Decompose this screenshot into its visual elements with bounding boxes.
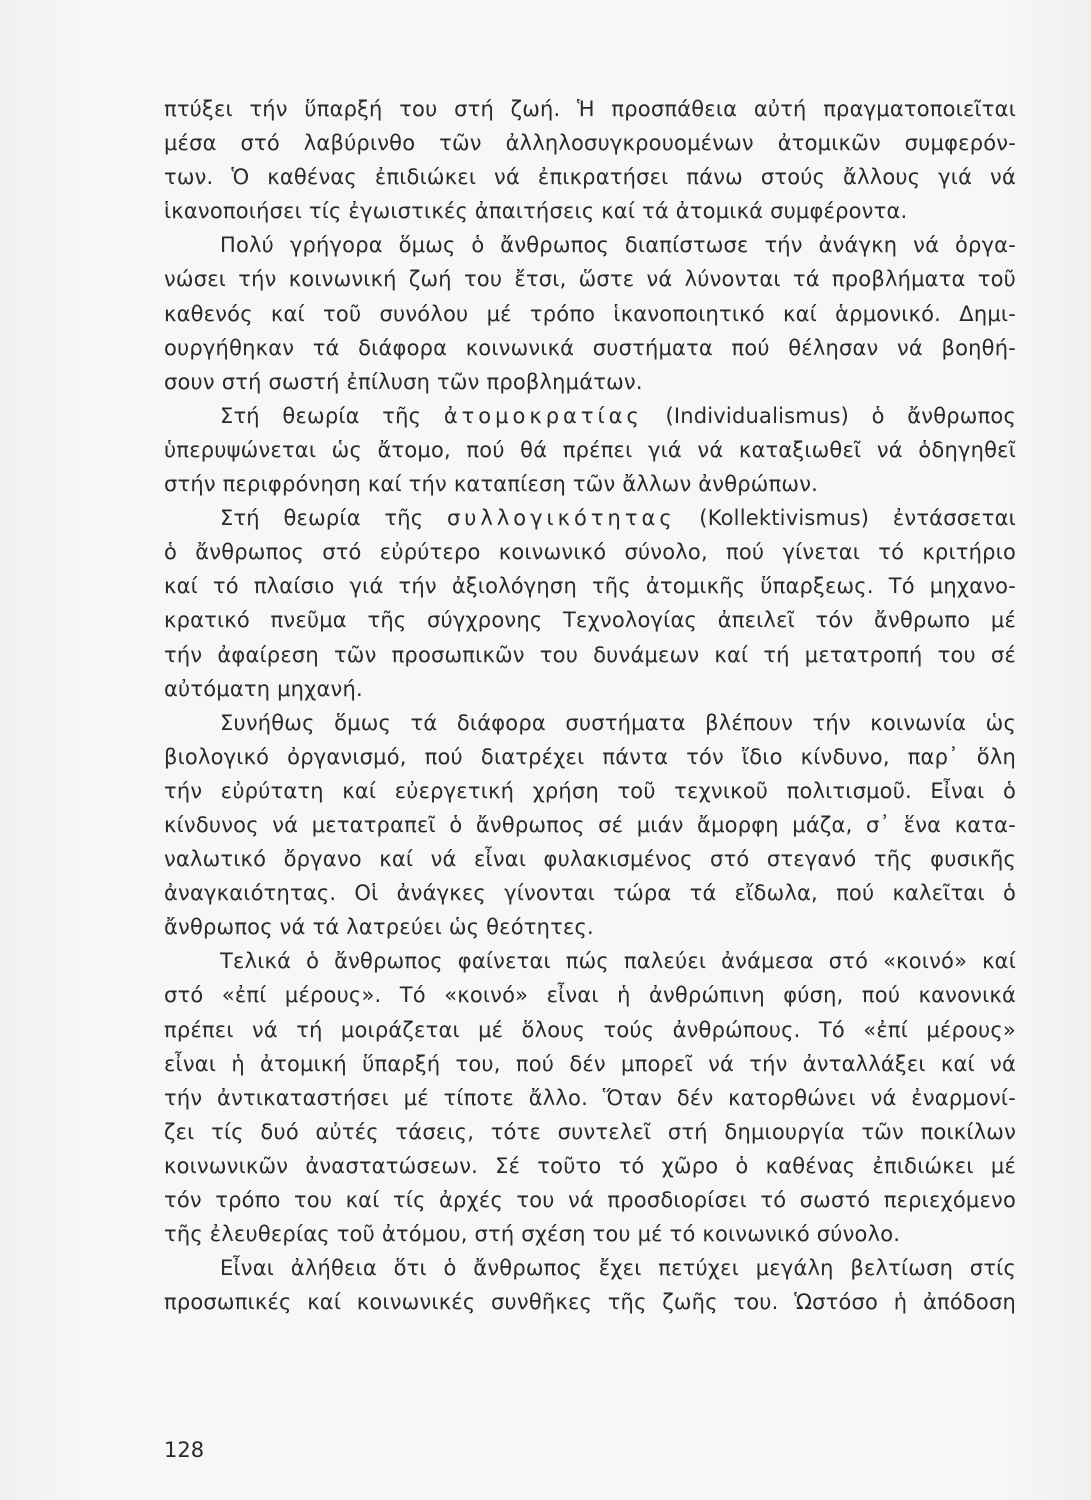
- text-line: τόν τρόπο του καί τίς ἀρχές του νά προσδιορίσει τό σωστό περιεχόμενο: [164, 1188, 1016, 1212]
- text-line: Εἶναι ἀλήθεια ὅτι ὁ ἄνθρωπος ἔχει πετύχει μεγάλη βελτίωση στίς: [220, 1256, 1016, 1281]
- text-line: ουργήθηκαν τά διάφορα κοινωνικά συστήματα πού θέλησαν νά βοηθή-: [164, 335, 1016, 360]
- text-line: των. Ὁ καθένας ἐπιδιώκει νά ἐπικρατήσει πάνω στούς ἄλλους γιά νά: [164, 165, 1016, 190]
- text-line: βιολογικό ὀργανισμό, πού διατρέχει πάντα τόν ἴδιο κίνδυνο, παρ᾽ ὅλη: [164, 744, 1016, 769]
- text-line: τήν εὐρύτατη καί εὐεργετική χρήση τοῦ τεχνικοῦ πολιτισμοῦ. Εἶναι ὁ: [164, 778, 1016, 803]
- line-lead-text: Στή θεωρία τῆς: [220, 506, 447, 531]
- line-rest-text: (Individualismus) ὁ ἄνθρωπος: [642, 403, 1017, 428]
- text-line: ναλωτικό ὄργανο καί νά εἶναι φυλακισμένος στό στεγανό τῆς φυσικῆς: [164, 847, 1016, 872]
- text-line: [164, 501, 1016, 535]
- text-line: Συνήθως ὅμως τά διάφορα συστήματα βλέπουν τήν κοινωνία ὡς: [220, 710, 1016, 735]
- text-line: τήν ἀφαίρεση τῶν προσωπικῶν του δυνάμεων καί τή μετατροπή του σέ: [164, 642, 1016, 667]
- page-number: 128: [164, 1438, 205, 1462]
- text-line: σουν στή σωστή ἐπίλυση τῶν προβλημάτων.: [164, 369, 643, 394]
- text-line: ἱκανοποιήσει τίς ἐγωιστικές ἀπαιτήσεις καί τά ἀτομικά συμφέροντα.: [164, 199, 908, 224]
- text-line: κρατικό πνεῦμα τῆς σύγχρονης Τεχνολογίας ἀπειλεῖ τόν ἄνθρωπο μέ: [164, 608, 1016, 633]
- text-line: ἄνθρωπος νά τά λατρεύει ὡς θεότητες.: [164, 915, 594, 940]
- line-rest-text: (Kollektivismus) ἐντάσσεται: [675, 506, 1016, 531]
- text-line: πρέπει νά τή μοιράζεται μέ ὅλους τούς ἀνθρώπους. Τό «ἐπί μέρους»: [164, 1017, 1016, 1042]
- text-line: τήν ἀντικαταστήσει μέ τίποτε ἄλλο. Ὅταν δέν κατορθώνει νά ἐναρμονί-: [164, 1085, 1016, 1110]
- text-line: ἀναγκαιότητας. Οἱ ἀνάγκες γίνονται τώρα τά εἴδωλα, πού καλεῖται ὁ: [164, 881, 1016, 906]
- line-lead-text: Στή θεωρία τῆς: [220, 403, 444, 428]
- text-line: εἶναι ἡ ἀτομική ὕπαρξή του, πού δέν μπορεῖ νά τήν ἀνταλλάξει καί νά: [164, 1051, 1016, 1076]
- text-line: νώσει τήν κοινωνική ζωή του ἔτσι, ὥστε νά λύνονται τά προβλήματα τοῦ: [164, 267, 1016, 292]
- text-line: [164, 399, 1016, 433]
- text-line: μέσα στό λαβύρινθο τῶν ἀλληλοσυγκρουομένων ἀτομικῶν συμφερόν-: [164, 131, 1016, 156]
- text-line: προσωπικές καί κοινωνικές συνθῆκες τῆς ζωῆς του. Ὡστόσο ἡ ἀπόδοση: [164, 1290, 1016, 1315]
- text-line: ὁ ἄνθρωπος στό εὐρύτερο κοινωνικό σύνολο, πού γίνεται τό κριτήριο: [164, 540, 1016, 565]
- spaced-term: ἀτομοκρατίας: [443, 403, 643, 428]
- text-line: καθενός καί τοῦ συνόλου μέ τρόπο ἱκανοποιητικό καί ἁρμονικό. Δημι-: [164, 301, 1016, 326]
- text-line: αὐτόματη μηχανή.: [164, 676, 363, 701]
- text-line: ὑπερυψώνεται ὡς ἄτομο, πού θά πρέπει γιά νά καταξιωθεῖ νά ὁδηγηθεῖ: [164, 437, 1016, 462]
- text-line: τῆς ἐλευθερίας τοῦ ἀτόμου, στή σχέση του μέ τό κοινωνικό σύνολο.: [164, 1222, 901, 1247]
- text-line: κοινωνικῶν ἀναστατώσεων. Σέ τοῦτο τό χῶρο ὁ καθένας ἐπιδιώκει μέ: [164, 1153, 1016, 1178]
- text-line: στήν περιφρόνηση καί τήν καταπίεση τῶν ἄλλων ἀνθρώπων.: [164, 472, 819, 497]
- spaced-term: συλλογικότητας: [446, 506, 676, 531]
- text-line: Τελικά ὁ ἄνθρωπος φαίνεται πώς παλεύει ἀνάμεσα στό «κοινό» καί: [220, 949, 1016, 974]
- body-text: [164, 92, 1016, 1319]
- text-line: στό «ἐπί μέρους». Τό «κοινό» εἶναι ἡ ἀνθρώπινη φύση, πού κανονικά: [164, 983, 1016, 1008]
- text-line: Πολύ γρήγορα ὅμως ὁ ἄνθρωπος διαπίστωσε τήν ἀνάγκη νά ὀργα-: [220, 233, 1016, 258]
- text-line: καί τό πλαίσιο γιά τήν ἀξιολόγηση τῆς ἀτομικῆς ὕπαρξεως. Τό μηχανο-: [164, 574, 1016, 599]
- text-line: ζει τίς δυό αὐτές τάσεις, τότε συντελεῖ στή δημιουργία τῶν ποικίλων: [164, 1119, 1016, 1144]
- text-line: πτύξει τήν ὕπαρξή του στή ζωή. Ἡ προσπάθεια αὐτή πραγματοποιεῖται: [164, 97, 1016, 121]
- text-line: κίνδυνος νά μετατραπεῖ ὁ ἄνθρωπος σέ μιάν ἄμορφη μάζα, σ᾽ ἕνα κατα-: [164, 812, 1016, 837]
